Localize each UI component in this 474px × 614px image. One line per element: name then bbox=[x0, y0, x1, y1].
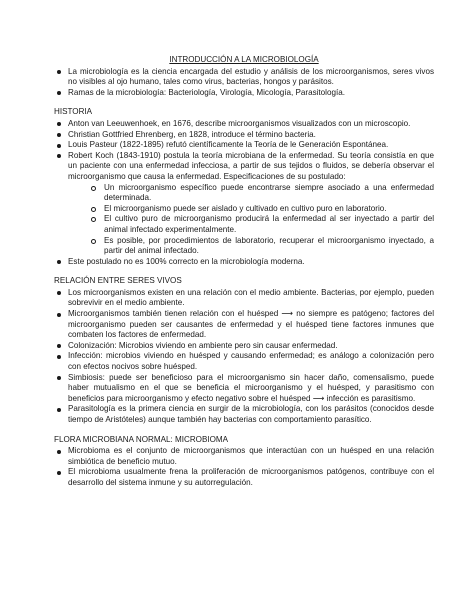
section-heading-relacion: RELACIÓN ENTRE SERES VIVOS bbox=[54, 276, 182, 286]
list-item: Anton van Leeuwenhoek, en 1676, describe microorganismos visualizados con un microscopio. bbox=[54, 119, 434, 130]
sub-list-item: El microorganismo puede ser aislado y cultivado en cultivo puro en laboratorio. bbox=[90, 204, 434, 215]
list-item: Infección: microbios viviendo en huésped y causando enfermedad; es análogo a colonización pero con efectos nocivos sobre huésped. bbox=[54, 351, 434, 372]
list-item: Este postulado no es 100% correcto en la microbiología moderna. bbox=[54, 257, 434, 268]
list-item: Microbioma es el conjunto de microorganismos que interactúan con un huésped en una relación simbiótica de beneficio mutuo. bbox=[54, 446, 434, 467]
flora-list bbox=[54, 446, 434, 488]
historia-list bbox=[54, 119, 434, 267]
relacion-list bbox=[54, 288, 434, 426]
list-item: Microorganismos también tienen relación con el huésped ⟶ no siempre es patógeno; factores del microorganismo pueden ser causantes de enfermedad y el huésped tiene factores inmunes que combaten los factores de enfermedad. bbox=[54, 309, 434, 341]
list-item: Los microorganismos existen en una relación con el medio ambiente. Bacterias, por ejemplo, pueden sobrevivir en el medio ambiente. bbox=[54, 288, 434, 309]
sub-list-item: Un microorganismo específico puede encontrarse siempre asociado a una enfermedad determinada. bbox=[90, 183, 434, 204]
list-item: La microbiología es la ciencia encargada del estudio y análisis de los microorganismos, seres vivos no visibles al ojo humano, tales como virus, bacterias, hongos y parásitos. bbox=[54, 67, 434, 88]
sub-list-item: Es posible, por procedimientos de laboratorio, recuperar el microorganismo inyectado, a partir del animal infectado. bbox=[90, 236, 434, 257]
list-item: Ramas de la microbiología: Bacteriología, Virología, Micología, Parasitología. bbox=[54, 88, 434, 99]
list-item: Christian Gottfried Ehrenberg, en 1828, introduce el término bacteria. bbox=[54, 130, 434, 141]
section-heading-historia: HISTORIA bbox=[54, 107, 93, 117]
list-item: El microbioma usualmente frena la proliferación de microorganismos patógenos, contribuye con el desarrollo del sistema inmune y su autorregulación. bbox=[54, 467, 434, 488]
list-item bbox=[54, 151, 434, 257]
list-item: Parasitología es la primera ciencia en surgir de la microbiología, con los parásitos (conocidos desde tiempo de Aristóteles) aunque también hay bacterias con comportamiento parasítico. bbox=[54, 404, 434, 425]
list-item: Simbiosis: puede ser beneficioso para el microorganismo sin hacer daño, comensalismo, puede haber mutualismo en el que se beneficia el microorganismo y el huésped, y parasitismo con beneficios para microorganismo y efecto negativo sobre el huésped ⟶ infección es parasitismo. bbox=[54, 373, 434, 405]
koch-text: Robert Koch (1843-1910) postula la teoría microbiana de la enfermedad. Su teoría consistía en que un paciente con una enfermedad infecciosa, a partir de sus tejidos o fluidos, se debería observar el microorganismo que causa la enfermedad. Especificaciones de su postulado: bbox=[68, 150, 434, 181]
sub-list-item: El cultivo puro de microorganismo producirá la enfermedad al ser inyectado a partir del animal infectado experimentalmente. bbox=[90, 214, 434, 235]
postulados-list bbox=[68, 183, 434, 257]
list-item: Colonización: Microbios viviendo en ambiente pero sin causar enfermedad. bbox=[54, 341, 434, 352]
intro-list bbox=[54, 67, 434, 99]
section-heading-flora: FLORA MICROBIANA NORMAL: MICROBIOMA bbox=[54, 434, 229, 444]
document-title: INTRODUCCIÓN A LA MICROBIOLOGÍA bbox=[169, 55, 319, 64]
list-item: Louis Pasteur (1822-1895) refutó científicamente la Teoría de le Generación Espontánea. bbox=[54, 140, 434, 151]
